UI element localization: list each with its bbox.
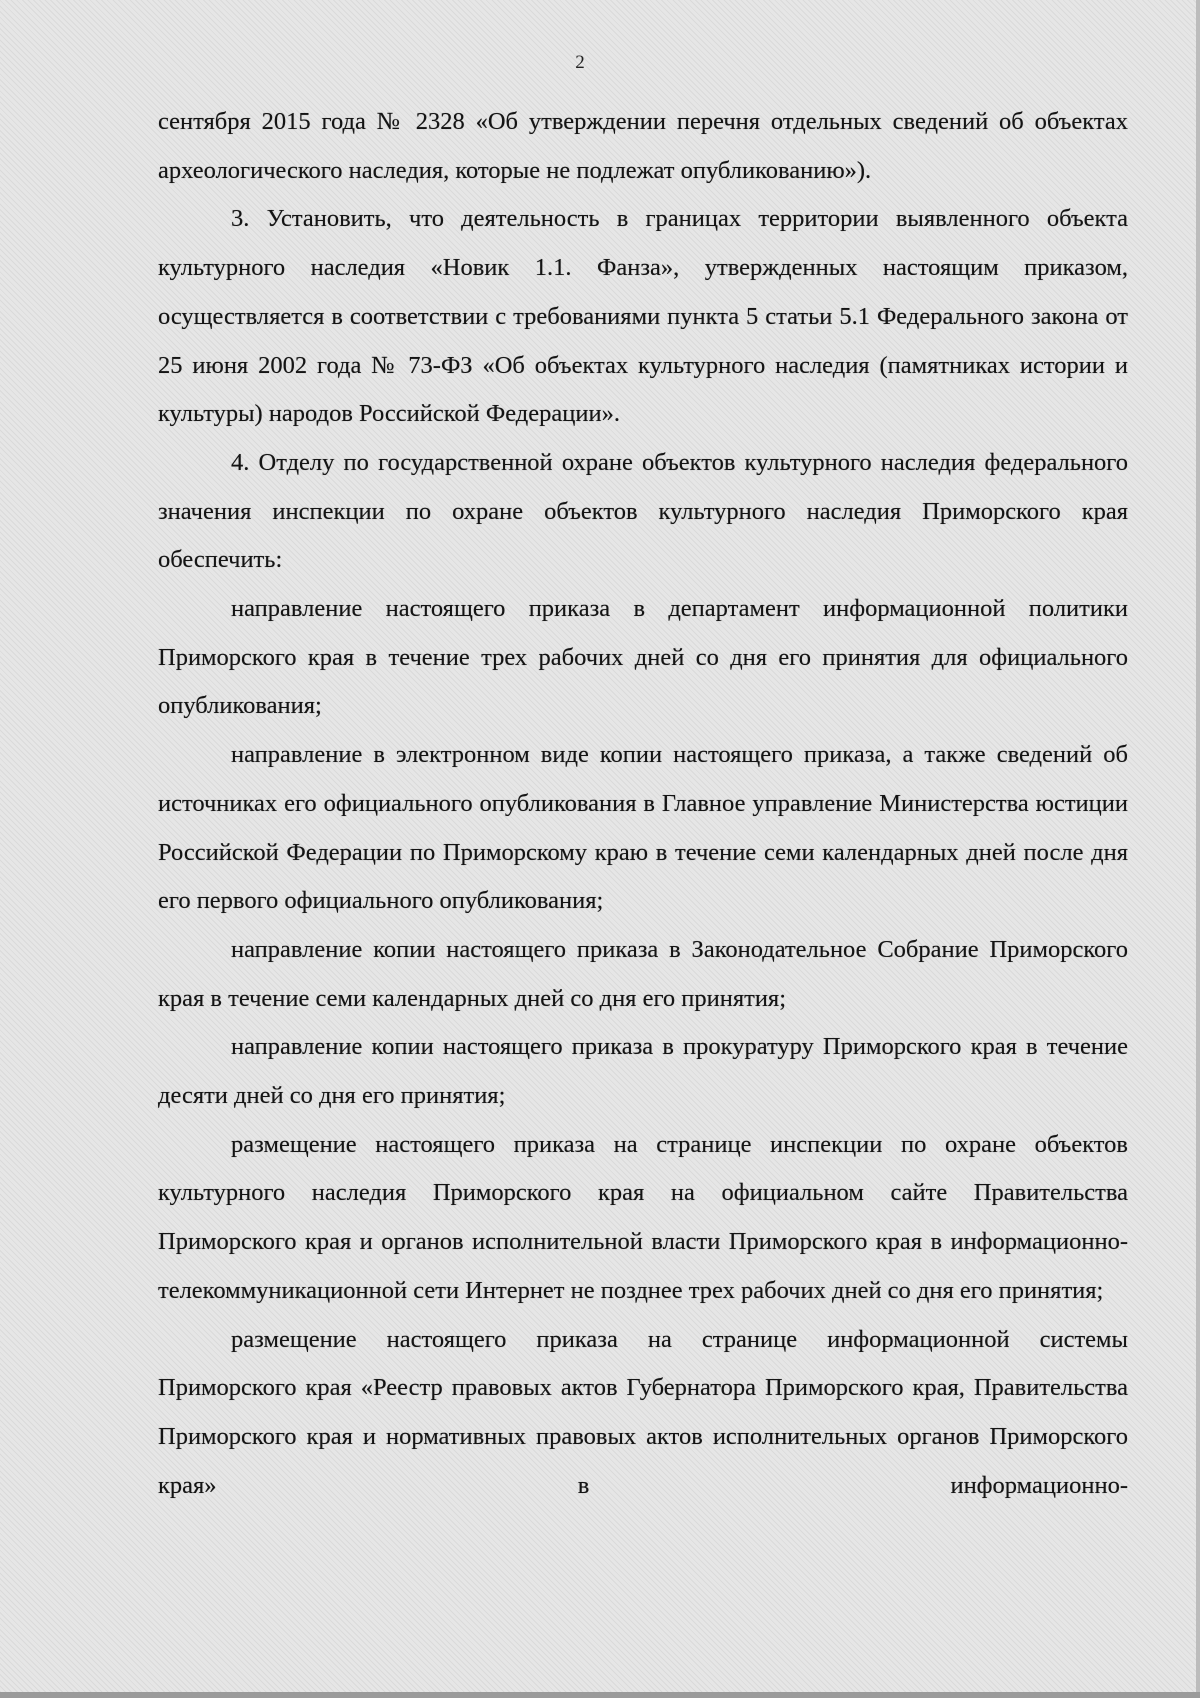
paragraph-website: размещение настоящего приказа на странице инспекции по охране объектов культурного наследия Приморского края на официальном сайте Правительства Приморского края и органов исполнительной власти Приморского края в информационно-телекоммуникационной сети Интернет не позднее трех рабочих дней со дня его принятия;	[158, 1130, 1128, 1304]
scan-edge-bottom	[0, 1692, 1200, 1698]
scan-edge-right	[1196, 0, 1200, 1698]
document-body	[158, 98, 1128, 1510]
paragraph-registry: размещение настоящего приказа на странице информационной системы Приморского края «Реестр правовых актов Губернатора Приморского края, Правительства Приморского края и нормативных правовых актов исполнительных органов Приморского края» в информационно-	[158, 1325, 1128, 1499]
paragraph-item-3: 3. Установить, что деятельность в границах территории выявленного объекта культурного наследия «Новик 1.1. Фанза», утвержденных настоящим приказом, осуществляется в соответствии с требованиями пункта 5 статьи 5.1 Федерального закона от 25 июня 2002 года № 73-ФЗ «Об объектах культурного наследия (памятниках истории и культуры) народов Российской Федерации».	[158, 205, 1128, 428]
paragraph-legislative-assembly: направление копии настоящего приказа в Законодательное Собрание Приморского края в течение семи календарных дней со дня его принятия;	[158, 935, 1128, 1012]
page-number: 2	[575, 52, 585, 73]
paragraph-publication: направление настоящего приказа в департамент информационной политики Приморского края в течение трех рабочих дней со дня его принятия для официального опубликования;	[158, 595, 1128, 720]
paragraph-ministry-justice: направление в электронном виде копии настоящего приказа, а также сведений об источниках его официального опубликования в Главное управление Министерства юстиции Российской Федерации по Приморскому краю в течение семи календарных дней после дня его первого официального опубликования;	[158, 741, 1128, 915]
paragraph-continuation: сентября 2015 года № 2328 «Об утверждении перечня отдельных сведений об объектах археологического наследия, которые не подлежат опубликованию»).	[158, 108, 1128, 184]
paragraph-prosecutor: направление копии настоящего приказа в прокуратуру Приморского края в течение десяти дней со дня его принятия;	[158, 1033, 1128, 1110]
paragraph-item-4: 4. Отделу по государственной охране объектов культурного наследия федерального значения инспекции по охране объектов культурного наследия Приморского края обеспечить:	[158, 448, 1128, 574]
